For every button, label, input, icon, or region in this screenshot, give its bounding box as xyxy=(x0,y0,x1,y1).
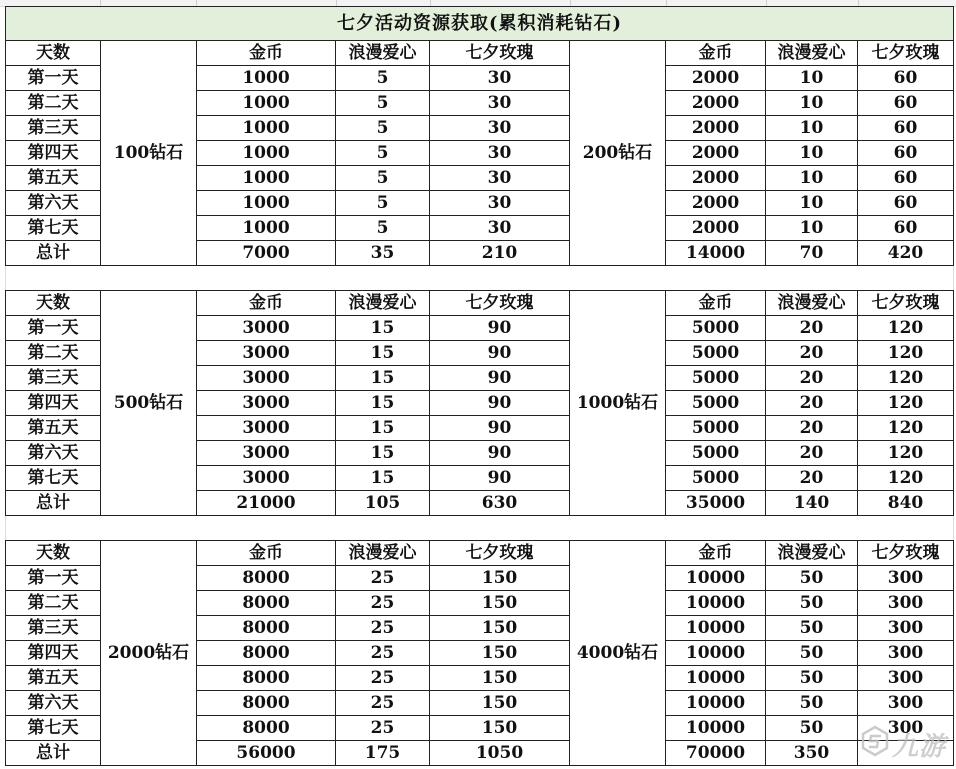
left-hearts-cell: 25 xyxy=(336,616,430,641)
right-total-coins: 70000 xyxy=(666,741,766,766)
right-hearts-cell: 20 xyxy=(766,466,858,491)
day-label: 第五天 xyxy=(6,166,101,191)
left-coins-cell: 3000 xyxy=(197,466,336,491)
right-coins-cell: 5000 xyxy=(666,341,766,366)
right-hearts-cell: 10 xyxy=(766,91,858,116)
right-hearts-cell: 20 xyxy=(766,366,858,391)
right-hearts-cell: 50 xyxy=(766,616,858,641)
left-hearts-cell: 15 xyxy=(336,441,430,466)
left-hearts-cell: 5 xyxy=(336,116,430,141)
left-coins-cell: 8000 xyxy=(197,591,336,616)
header-roses: 七夕玫瑰 xyxy=(858,291,954,316)
left-roses-cell: 30 xyxy=(430,91,570,116)
header-coins: 金币 xyxy=(197,541,336,566)
tier-left-cell: 500钻石 xyxy=(101,291,197,516)
right-total-hearts: 350 xyxy=(766,741,858,766)
left-roses-cell: 90 xyxy=(430,441,570,466)
left-hearts-cell: 5 xyxy=(336,141,430,166)
right-hearts-cell: 20 xyxy=(766,316,858,341)
right-hearts-cell: 20 xyxy=(766,441,858,466)
right-coins-cell: 5000 xyxy=(666,441,766,466)
right-roses-cell: 120 xyxy=(858,391,954,416)
tier-right-cell: 200钻石 xyxy=(570,41,666,266)
right-roses-cell: 120 xyxy=(858,316,954,341)
right-roses-cell: 60 xyxy=(858,191,954,216)
right-total-coins: 35000 xyxy=(666,491,766,516)
left-coins-cell: 1000 xyxy=(197,116,336,141)
left-total-hearts: 35 xyxy=(336,241,430,266)
left-roses-cell: 90 xyxy=(430,391,570,416)
right-roses-cell: 300 xyxy=(858,691,954,716)
day-label: 第四天 xyxy=(6,641,101,666)
right-roses-cell: 300 xyxy=(858,591,954,616)
left-hearts-cell: 25 xyxy=(336,566,430,591)
right-coins-cell: 10000 xyxy=(666,616,766,641)
left-coins-cell: 3000 xyxy=(197,341,336,366)
day-label: 第一天 xyxy=(6,566,101,591)
day-label: 第一天 xyxy=(6,316,101,341)
day-label: 第三天 xyxy=(6,366,101,391)
left-coins-cell: 1000 xyxy=(197,216,336,241)
left-coins-cell: 3000 xyxy=(197,316,336,341)
left-total-hearts: 175 xyxy=(336,741,430,766)
left-roses-cell: 90 xyxy=(430,316,570,341)
left-coins-cell: 3000 xyxy=(197,441,336,466)
right-hearts-cell: 10 xyxy=(766,141,858,166)
left-coins-cell: 3000 xyxy=(197,391,336,416)
tier-right-cell: 1000钻石 xyxy=(570,291,666,516)
right-coins-cell: 2000 xyxy=(666,141,766,166)
left-hearts-cell: 5 xyxy=(336,191,430,216)
jiuyou-logo-icon xyxy=(858,724,892,758)
left-roses-cell: 30 xyxy=(430,191,570,216)
left-roses-cell: 30 xyxy=(430,166,570,191)
header-coins: 金币 xyxy=(197,41,336,66)
header-coins: 金币 xyxy=(666,291,766,316)
right-roses-cell: 300 xyxy=(858,716,954,741)
left-hearts-cell: 5 xyxy=(336,66,430,91)
right-hearts-cell: 10 xyxy=(766,166,858,191)
right-roses-cell: 120 xyxy=(858,441,954,466)
right-hearts-cell: 50 xyxy=(766,591,858,616)
left-roses-cell: 150 xyxy=(430,591,570,616)
day-label: 第五天 xyxy=(6,416,101,441)
left-coins-cell: 8000 xyxy=(197,691,336,716)
left-total-coins: 21000 xyxy=(197,491,336,516)
day-label: 第五天 xyxy=(6,666,101,691)
title-row xyxy=(6,7,954,41)
right-coins-cell: 5000 xyxy=(666,316,766,341)
right-coins-cell: 10000 xyxy=(666,716,766,741)
header-roses: 七夕玫瑰 xyxy=(430,541,570,566)
header-roses: 七夕玫瑰 xyxy=(858,41,954,66)
header-roses: 七夕玫瑰 xyxy=(430,41,570,66)
left-hearts-cell: 5 xyxy=(336,216,430,241)
right-total-hearts: 140 xyxy=(766,491,858,516)
left-coins-cell: 1000 xyxy=(197,191,336,216)
right-roses-cell: 120 xyxy=(858,466,954,491)
right-coins-cell: 2000 xyxy=(666,91,766,116)
left-hearts-cell: 25 xyxy=(336,691,430,716)
header-coins: 金币 xyxy=(666,41,766,66)
left-hearts-cell: 15 xyxy=(336,316,430,341)
right-roses-cell: 120 xyxy=(858,366,954,391)
header-row xyxy=(6,541,954,566)
left-roses-cell: 30 xyxy=(430,116,570,141)
left-coins-cell: 8000 xyxy=(197,666,336,691)
right-coins-cell: 2000 xyxy=(666,166,766,191)
watermark-text: 九游 xyxy=(892,732,947,762)
right-roses-cell: 60 xyxy=(858,116,954,141)
header-row xyxy=(6,291,954,316)
left-coins-cell: 1000 xyxy=(197,166,336,191)
left-hearts-cell: 25 xyxy=(336,666,430,691)
header-hearts: 浪漫爱心 xyxy=(766,41,858,66)
left-coins-cell: 8000 xyxy=(197,716,336,741)
right-roses-cell: 60 xyxy=(858,216,954,241)
header-coins: 金币 xyxy=(666,541,766,566)
right-hearts-cell: 20 xyxy=(766,341,858,366)
left-coins-cell: 1000 xyxy=(197,66,336,91)
right-coins-cell: 2000 xyxy=(666,191,766,216)
left-coins-cell: 1000 xyxy=(197,91,336,116)
left-coins-cell: 3000 xyxy=(197,366,336,391)
left-roses-cell: 90 xyxy=(430,341,570,366)
day-label: 第三天 xyxy=(6,616,101,641)
right-hearts-cell: 50 xyxy=(766,691,858,716)
right-hearts-cell: 50 xyxy=(766,666,858,691)
right-roses-cell: 300 xyxy=(858,666,954,691)
day-label: 第六天 xyxy=(6,191,101,216)
day-label: 第三天 xyxy=(6,116,101,141)
left-roses-cell: 150 xyxy=(430,566,570,591)
right-roses-cell: 120 xyxy=(858,341,954,366)
right-coins-cell: 10000 xyxy=(666,666,766,691)
header-roses: 七夕玫瑰 xyxy=(430,291,570,316)
right-roses-cell: 300 xyxy=(858,566,954,591)
left-roses-cell: 150 xyxy=(430,616,570,641)
right-total-roses: 420 xyxy=(858,241,954,266)
page-title: 七夕活动资源获取(累积消耗钻石) xyxy=(6,7,954,41)
right-hearts-cell: 50 xyxy=(766,566,858,591)
day-label: 第四天 xyxy=(6,391,101,416)
right-hearts-cell: 10 xyxy=(766,191,858,216)
total-label: 总计 xyxy=(6,491,101,516)
left-total-roses: 630 xyxy=(430,491,570,516)
header-days: 天数 xyxy=(6,541,101,566)
right-roses-cell: 60 xyxy=(858,91,954,116)
left-hearts-cell: 25 xyxy=(336,641,430,666)
right-coins-cell: 5000 xyxy=(666,466,766,491)
header-days: 天数 xyxy=(6,41,101,66)
day-label: 第一天 xyxy=(6,66,101,91)
right-total-coins: 14000 xyxy=(666,241,766,266)
day-label: 第四天 xyxy=(6,141,101,166)
left-hearts-cell: 15 xyxy=(336,366,430,391)
day-label: 第七天 xyxy=(6,466,101,491)
day-label: 第六天 xyxy=(6,691,101,716)
total-label: 总计 xyxy=(6,741,101,766)
right-hearts-cell: 50 xyxy=(766,641,858,666)
header-row xyxy=(6,41,954,66)
left-total-coins: 7000 xyxy=(197,241,336,266)
header-coins: 金币 xyxy=(197,291,336,316)
tier-left-cell: 2000钻石 xyxy=(101,541,197,766)
right-roses-cell: 300 xyxy=(858,641,954,666)
left-total-roses: 210 xyxy=(430,241,570,266)
header-hearts: 浪漫爱心 xyxy=(766,541,858,566)
right-hearts-cell: 10 xyxy=(766,216,858,241)
right-coins-cell: 5000 xyxy=(666,366,766,391)
left-coins-cell: 1000 xyxy=(197,141,336,166)
day-label: 第二天 xyxy=(6,591,101,616)
left-hearts-cell: 15 xyxy=(336,466,430,491)
right-hearts-cell: 10 xyxy=(766,116,858,141)
header-hearts: 浪漫爱心 xyxy=(336,41,430,66)
right-coins-cell: 10000 xyxy=(666,641,766,666)
left-hearts-cell: 25 xyxy=(336,716,430,741)
header-hearts: 浪漫爱心 xyxy=(766,291,858,316)
day-label: 第二天 xyxy=(6,91,101,116)
left-roses-cell: 90 xyxy=(430,416,570,441)
right-coins-cell: 10000 xyxy=(666,566,766,591)
right-hearts-cell: 20 xyxy=(766,391,858,416)
right-coins-cell: 5000 xyxy=(666,391,766,416)
right-coins-cell: 2000 xyxy=(666,116,766,141)
blank-spacer xyxy=(6,516,954,541)
left-coins-cell: 3000 xyxy=(197,416,336,441)
left-roses-cell: 150 xyxy=(430,716,570,741)
day-label: 第六天 xyxy=(6,441,101,466)
right-coins-cell: 2000 xyxy=(666,216,766,241)
tier-right-cell: 4000钻石 xyxy=(570,541,666,766)
header-hearts: 浪漫爱心 xyxy=(336,291,430,316)
left-total-coins: 56000 xyxy=(197,741,336,766)
left-hearts-cell: 5 xyxy=(336,166,430,191)
header-roses: 七夕玫瑰 xyxy=(858,541,954,566)
left-hearts-cell: 15 xyxy=(336,391,430,416)
left-roses-cell: 150 xyxy=(430,666,570,691)
left-roses-cell: 150 xyxy=(430,691,570,716)
right-coins-cell: 5000 xyxy=(666,416,766,441)
blank-row xyxy=(6,516,954,541)
jiuyou-watermark xyxy=(820,722,950,762)
header-days: 天数 xyxy=(6,291,101,316)
left-coins-cell: 8000 xyxy=(197,616,336,641)
right-roses-cell: 300 xyxy=(858,616,954,641)
day-label: 第七天 xyxy=(6,716,101,741)
header-hearts: 浪漫爱心 xyxy=(336,541,430,566)
right-roses-cell: 120 xyxy=(858,416,954,441)
left-roses-cell: 30 xyxy=(430,216,570,241)
right-total-roses: 840 xyxy=(858,491,954,516)
left-hearts-cell: 25 xyxy=(336,591,430,616)
day-label: 第二天 xyxy=(6,341,101,366)
left-roses-cell: 90 xyxy=(430,466,570,491)
left-hearts-cell: 15 xyxy=(336,416,430,441)
right-coins-cell: 10000 xyxy=(666,591,766,616)
left-roses-cell: 30 xyxy=(430,141,570,166)
blank-row xyxy=(6,266,954,291)
left-total-hearts: 105 xyxy=(336,491,430,516)
left-hearts-cell: 15 xyxy=(336,341,430,366)
right-roses-cell: 60 xyxy=(858,66,954,91)
right-hearts-cell: 20 xyxy=(766,416,858,441)
left-hearts-cell: 5 xyxy=(336,91,430,116)
right-total-hearts: 70 xyxy=(766,241,858,266)
resource-table xyxy=(5,6,954,766)
left-roses-cell: 150 xyxy=(430,641,570,666)
blank-spacer xyxy=(6,266,954,291)
left-coins-cell: 8000 xyxy=(197,641,336,666)
right-coins-cell: 2000 xyxy=(666,66,766,91)
right-roses-cell: 60 xyxy=(858,166,954,191)
total-label: 总计 xyxy=(6,241,101,266)
left-coins-cell: 8000 xyxy=(197,566,336,591)
left-total-roses: 1050 xyxy=(430,741,570,766)
tier-left-cell: 100钻石 xyxy=(101,41,197,266)
right-roses-cell: 60 xyxy=(858,141,954,166)
day-label: 第七天 xyxy=(6,216,101,241)
left-roses-cell: 90 xyxy=(430,366,570,391)
right-hearts-cell: 50 xyxy=(766,716,858,741)
right-hearts-cell: 10 xyxy=(766,66,858,91)
left-roses-cell: 30 xyxy=(430,66,570,91)
right-coins-cell: 10000 xyxy=(666,691,766,716)
